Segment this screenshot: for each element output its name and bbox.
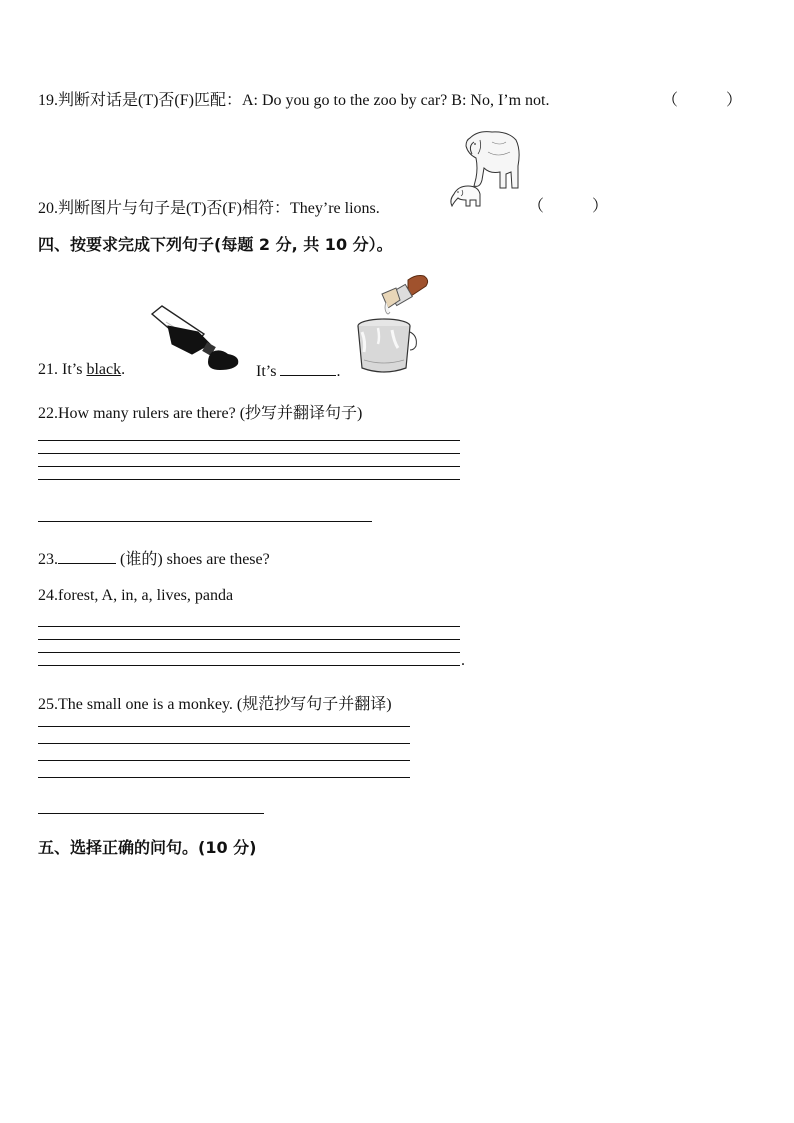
writing-line[interactable] xyxy=(38,652,460,653)
paint-bucket-icon xyxy=(352,272,436,376)
writing-line[interactable] xyxy=(38,466,460,467)
question-20 xyxy=(38,195,380,218)
question-24: 24.forest, A, in, a, lives, panda xyxy=(38,587,234,604)
answer-paren-close-20: ） xyxy=(592,198,609,215)
question-21-suffix: . xyxy=(121,361,126,378)
question-25: 25.The small one is a monkey. (规范抄写句子并翻译) xyxy=(38,696,392,713)
question-21-answer xyxy=(256,361,340,381)
question-21-second-suffix: . xyxy=(336,363,341,380)
question-22: 22.How many rulers are there? (抄写并翻译句子) xyxy=(38,405,363,422)
writing-line[interactable] xyxy=(38,639,460,640)
elephants-icon xyxy=(448,128,524,210)
question-21-prefix: 21. It’s xyxy=(38,361,87,378)
writing-line[interactable] xyxy=(38,665,460,666)
translation-line[interactable] xyxy=(38,521,372,522)
writing-line[interactable] xyxy=(38,777,410,778)
writing-line[interactable] xyxy=(38,743,410,744)
question-21-second-prefix: It’s xyxy=(256,363,281,380)
answer-paren-open-19: （ xyxy=(662,92,679,109)
translation-line[interactable] xyxy=(38,813,264,814)
section-5-heading: 五、选择正确的问句。(10 分) xyxy=(38,838,257,857)
question-24-end-mark: . xyxy=(461,652,465,669)
writing-line[interactable] xyxy=(38,479,460,480)
paint-tube-icon xyxy=(148,304,248,374)
question-23-prefix: 23. xyxy=(38,551,58,568)
question-21-answer-blank[interactable] xyxy=(280,361,336,376)
answer-paren-close-19: ） xyxy=(726,92,743,109)
question-21-underlined-word: black xyxy=(86,361,122,378)
writing-line[interactable] xyxy=(38,760,410,761)
question-23-suffix: (谁的) shoes are these? xyxy=(116,551,270,568)
writing-line[interactable] xyxy=(38,726,410,727)
question-21 xyxy=(38,361,125,379)
section-4-heading: 四、按要求完成下列句子(每题 2 分, 共 10 分）。 xyxy=(38,235,393,254)
question-23 xyxy=(38,546,270,569)
writing-line[interactable] xyxy=(38,626,460,627)
writing-line[interactable] xyxy=(38,453,460,454)
question-19-text: 19.判断对话是(T)否(F)匹配：A: Do you go to the zoo by car? B: No, I’m not. xyxy=(38,92,550,109)
writing-line[interactable] xyxy=(38,440,460,441)
question-20-text: 20.判断图片与句子是(T)否(F)相符：They’re lions. xyxy=(38,200,380,217)
answer-paren-open-20: （ xyxy=(528,198,545,215)
question-19 xyxy=(38,87,550,110)
question-23-answer-blank[interactable] xyxy=(58,549,116,564)
